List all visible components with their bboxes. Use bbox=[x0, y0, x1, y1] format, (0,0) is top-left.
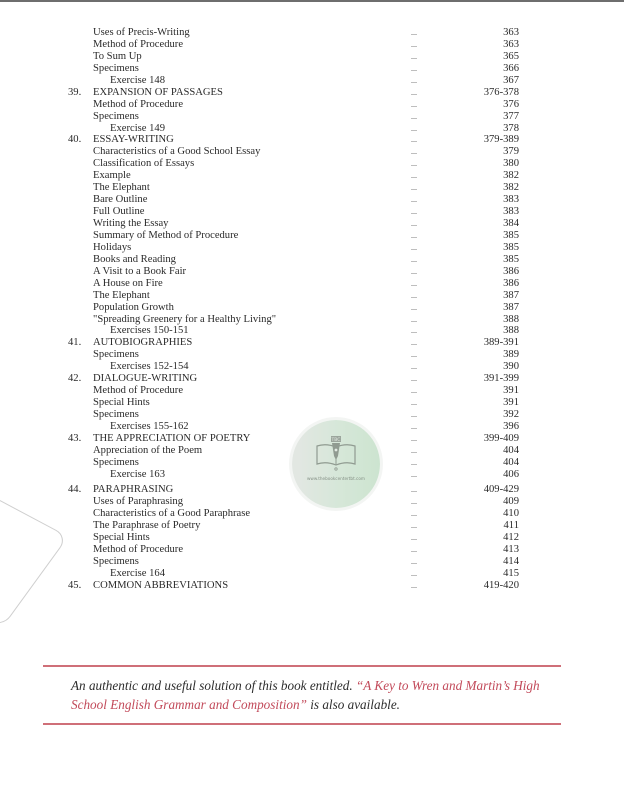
page-number: 366 bbox=[503, 62, 519, 74]
entry-title: To Sum Up bbox=[93, 50, 142, 62]
entry-title: The Paraphrase of Poetry bbox=[93, 519, 201, 531]
entry-title: The Elephant bbox=[93, 289, 150, 301]
page-number: 388 bbox=[503, 313, 519, 325]
entry-title: Method of Procedure bbox=[93, 543, 184, 555]
toc-entry-row bbox=[0, 556, 624, 568]
entry-title: Appreciation of the Poem bbox=[93, 444, 203, 456]
entry-title: Specimens bbox=[93, 110, 139, 122]
page-number: 386 bbox=[503, 265, 519, 277]
leader-dots: ... bbox=[411, 580, 417, 590]
toc-entry-row bbox=[0, 532, 624, 544]
leader-dots: ... bbox=[411, 171, 417, 181]
note-top-rule bbox=[43, 665, 561, 667]
leader-dots: ... bbox=[411, 242, 417, 252]
leader-dots: ... bbox=[411, 28, 417, 37]
toc-entry-row bbox=[0, 158, 624, 170]
page-number: 414 bbox=[503, 555, 519, 567]
watermark-seal bbox=[292, 420, 380, 508]
entry-title: EXPANSION OF PASSAGES bbox=[93, 86, 223, 98]
entry-title: A Visit to a Book Fair bbox=[93, 265, 187, 277]
leader-dots: ... bbox=[411, 278, 417, 288]
entry-title: Exercises 150-151 bbox=[110, 325, 189, 337]
toc-chapter-row bbox=[0, 87, 624, 99]
leader-dots: ... bbox=[411, 374, 417, 384]
leader-dots: ... bbox=[411, 469, 417, 479]
toc-entry-row bbox=[0, 206, 624, 218]
leader-dots: ... bbox=[411, 183, 417, 193]
note-bottom-rule bbox=[43, 723, 561, 725]
page-number: 385 bbox=[503, 229, 519, 241]
toc-entry-row bbox=[0, 397, 624, 409]
toc-entry-row bbox=[0, 302, 624, 314]
entry-title: Characteristics of a Good Paraphrase bbox=[93, 508, 251, 519]
page-number: 382 bbox=[503, 182, 519, 194]
toc-entry-row bbox=[0, 75, 624, 87]
page-number: 390 bbox=[503, 361, 519, 373]
toc-entry-row bbox=[0, 99, 624, 111]
toc-entry-row bbox=[0, 146, 624, 158]
toc-entry-row bbox=[0, 544, 624, 556]
page-number: 409-429 bbox=[483, 484, 519, 496]
page-number: 386 bbox=[503, 277, 519, 289]
page-number: 391 bbox=[503, 385, 519, 397]
page-number: 415 bbox=[503, 567, 519, 579]
entry-title: AUTOBIOGRAPHIES bbox=[93, 337, 193, 349]
leader-dots: ... bbox=[411, 556, 417, 566]
leader-dots: ... bbox=[411, 111, 417, 121]
entry-title: Exercise 149 bbox=[110, 122, 166, 134]
entry-title: Exercises 155-162 bbox=[110, 420, 189, 432]
page-number: 380 bbox=[503, 158, 519, 170]
toc-entry-row bbox=[0, 568, 624, 580]
availability-note bbox=[71, 676, 551, 714]
page-number: 399-409 bbox=[483, 432, 519, 444]
entry-title: Books and Reading bbox=[93, 253, 176, 265]
leader-dots: ... bbox=[411, 326, 417, 336]
page-number: 391 bbox=[503, 397, 519, 409]
leader-dots: ... bbox=[411, 230, 417, 240]
toc-entry-row bbox=[0, 325, 624, 337]
leader-dots: ... bbox=[411, 386, 417, 396]
chapter-number: 42. bbox=[68, 373, 82, 385]
leader-dots: ... bbox=[411, 433, 417, 443]
page-number: 377 bbox=[503, 110, 519, 122]
toc-entry-row bbox=[0, 349, 624, 361]
leader-dots: ... bbox=[411, 63, 417, 73]
entry-title: Characteristics of a Good School Essay bbox=[93, 146, 261, 158]
leader-dots: ... bbox=[411, 99, 417, 109]
toc-entry-row bbox=[0, 508, 624, 520]
entry-title: Specimens bbox=[93, 456, 139, 468]
entry-title: Writing the Essay bbox=[93, 218, 169, 229]
entry-title: Exercises 152-154 bbox=[110, 361, 189, 373]
leader-dots: ... bbox=[411, 39, 417, 49]
page-number: 413 bbox=[503, 543, 519, 555]
entry-title: Method of Procedure bbox=[93, 98, 184, 110]
entry-title: "Spreading Greenery for a Healthy Living" bbox=[93, 313, 277, 325]
leader-dots: ... bbox=[411, 568, 417, 578]
leader-dots: ... bbox=[411, 75, 417, 85]
leader-dots: ... bbox=[411, 147, 417, 157]
page-number: 378 bbox=[503, 122, 519, 134]
entry-title: DIALOGUE-WRITING bbox=[93, 373, 198, 385]
toc-entry-row bbox=[0, 170, 624, 182]
leader-dots: ... bbox=[411, 398, 417, 408]
toc-chapter-row bbox=[0, 337, 624, 349]
leader-dots: ... bbox=[411, 135, 417, 145]
leader-dots: ... bbox=[411, 266, 417, 276]
page-number: 387 bbox=[503, 289, 519, 301]
leader-dots: ... bbox=[411, 497, 417, 507]
entry-title: Specimens bbox=[93, 555, 139, 567]
toc-chapter-row bbox=[0, 373, 624, 385]
watermark-url: www.thebookcentertbt.com bbox=[307, 476, 365, 481]
page-number: 410 bbox=[503, 508, 519, 519]
page-number: 363 bbox=[503, 27, 519, 38]
entry-title: Full Outline bbox=[93, 206, 145, 218]
entry-title: Summary of Method of Procedure bbox=[93, 229, 239, 241]
page-number: 412 bbox=[503, 531, 519, 543]
chapter-number: 44. bbox=[68, 484, 82, 496]
toc-entry-row bbox=[0, 409, 624, 421]
page-number: 367 bbox=[503, 74, 519, 86]
toc-entry-row bbox=[0, 63, 624, 75]
toc-entry-row bbox=[0, 51, 624, 63]
leader-dots: ... bbox=[411, 457, 417, 467]
leader-dots: ... bbox=[411, 362, 417, 372]
page-number: 385 bbox=[503, 241, 519, 253]
toc-entry-row bbox=[0, 27, 624, 39]
page-number: 383 bbox=[503, 194, 519, 206]
page-number: 382 bbox=[503, 170, 519, 182]
entry-title: Holidays bbox=[93, 241, 132, 253]
leader-dots: ... bbox=[411, 410, 417, 419]
table-of-contents bbox=[0, 27, 624, 592]
entry-title: Exercise 164 bbox=[110, 567, 166, 579]
page-number: 404 bbox=[503, 456, 519, 468]
entry-title: Exercise 163 bbox=[110, 468, 166, 480]
toc-entry-row bbox=[0, 230, 624, 242]
page-number: 363 bbox=[503, 38, 519, 50]
page-number: 376 bbox=[503, 98, 519, 110]
entry-title: Specimens bbox=[93, 62, 139, 74]
entry-title: Method of Procedure bbox=[93, 38, 184, 50]
toc-entry-row bbox=[0, 194, 624, 206]
page-number: 389 bbox=[503, 349, 519, 361]
leader-dots: ... bbox=[411, 290, 417, 300]
leader-dots: ... bbox=[411, 219, 417, 228]
chapter-number: 39. bbox=[68, 86, 82, 98]
page-number: 379-389 bbox=[483, 134, 519, 146]
page-number: 409 bbox=[503, 496, 519, 508]
entry-title: COMMON ABBREVIATIONS bbox=[93, 579, 229, 591]
entry-title: Specimens bbox=[93, 409, 139, 420]
page-number: 383 bbox=[503, 206, 519, 218]
leader-dots: ... bbox=[411, 159, 417, 169]
toc-entry-row bbox=[0, 361, 624, 373]
chapter-number: 41. bbox=[68, 337, 82, 349]
leader-dots: ... bbox=[411, 520, 417, 530]
toc-chapter-row bbox=[0, 580, 624, 592]
page-number: 385 bbox=[503, 253, 519, 265]
toc-entry-row bbox=[0, 385, 624, 397]
page-number: 384 bbox=[503, 218, 519, 229]
toc-entry-row bbox=[0, 314, 624, 326]
page-number: 406 bbox=[503, 468, 519, 480]
leader-dots: ... bbox=[411, 532, 417, 542]
leader-dots: ... bbox=[411, 544, 417, 554]
page-number: 379 bbox=[503, 146, 519, 158]
leader-dots: ... bbox=[411, 302, 417, 312]
entry-title: Uses of Paraphrasing bbox=[93, 496, 184, 508]
page-number: 396 bbox=[503, 420, 519, 432]
note-book-title: “A Key to Wren and Martin’s High School English Grammar and Composition” bbox=[71, 678, 540, 712]
book-pen-logo-icon bbox=[314, 434, 358, 474]
leader-dots: ... bbox=[411, 445, 417, 455]
page-number: 365 bbox=[503, 50, 519, 62]
leader-dots: ... bbox=[411, 350, 417, 360]
page-number: 404 bbox=[503, 444, 519, 456]
toc-entry-row bbox=[0, 254, 624, 266]
page-number: 388 bbox=[503, 325, 519, 337]
toc-entry-row bbox=[0, 242, 624, 254]
entry-title: THE APPRECIATION OF POETRY bbox=[93, 432, 251, 444]
entry-title: ESSAY-WRITING bbox=[93, 134, 174, 146]
leader-dots: ... bbox=[411, 254, 417, 264]
leader-dots: ... bbox=[411, 195, 417, 205]
toc-entry-row bbox=[0, 520, 624, 532]
entry-title: Population Growth bbox=[93, 301, 174, 313]
toc-entry-row bbox=[0, 218, 624, 230]
top-border-rule bbox=[0, 0, 624, 2]
leader-dots: ... bbox=[411, 338, 417, 348]
chapter-number: 43. bbox=[68, 432, 82, 444]
logo-lettering: TBC bbox=[331, 437, 341, 443]
entry-title: Classification of Essays bbox=[93, 158, 195, 170]
toc-entry-row bbox=[0, 290, 624, 302]
leader-dots: ... bbox=[411, 87, 417, 97]
toc-entry-row bbox=[0, 123, 624, 135]
entry-title: Bare Outline bbox=[93, 194, 148, 206]
toc-chapter-row bbox=[0, 134, 624, 146]
leader-dots: ... bbox=[411, 421, 417, 431]
entry-title: Method of Procedure bbox=[93, 385, 184, 397]
entry-title: A House on Fire bbox=[93, 277, 163, 289]
note-text-part2: is also available. bbox=[306, 697, 400, 712]
page-number: 391-399 bbox=[483, 373, 519, 385]
page-number: 411 bbox=[503, 519, 519, 531]
entry-title: Example bbox=[93, 170, 131, 182]
toc-entry-row bbox=[0, 278, 624, 290]
toc-entry-row bbox=[0, 266, 624, 278]
entry-title: The Elephant bbox=[93, 182, 150, 194]
leader-dots: ... bbox=[411, 485, 417, 495]
leader-dots: ... bbox=[411, 123, 417, 133]
toc-entry-row bbox=[0, 111, 624, 123]
toc-entry-row bbox=[0, 39, 624, 51]
leader-dots: ... bbox=[411, 314, 417, 324]
page-number: 387 bbox=[503, 301, 519, 313]
entry-title: Special Hints bbox=[93, 397, 150, 409]
toc-entry-row bbox=[0, 182, 624, 194]
leader-dots: ... bbox=[411, 51, 417, 61]
chapter-number: 40. bbox=[68, 134, 82, 146]
chapter-number: 45. bbox=[68, 579, 82, 591]
page-number: 419-420 bbox=[483, 579, 519, 591]
note-text-part1: An authentic and useful solution of this book entitled. bbox=[71, 678, 356, 693]
page-number: 392 bbox=[503, 409, 519, 420]
entry-title: Uses of Precis-Writing bbox=[93, 27, 190, 38]
entry-title: Special Hints bbox=[93, 531, 150, 543]
leader-dots: ... bbox=[411, 509, 417, 518]
page-number: 389-391 bbox=[483, 337, 519, 349]
page-number: 376-378 bbox=[483, 86, 519, 98]
entry-title: PARAPHRASING bbox=[93, 484, 174, 496]
leader-dots: ... bbox=[411, 207, 417, 217]
entry-title: Specimens bbox=[93, 349, 139, 361]
entry-title: Exercise 148 bbox=[110, 74, 166, 86]
